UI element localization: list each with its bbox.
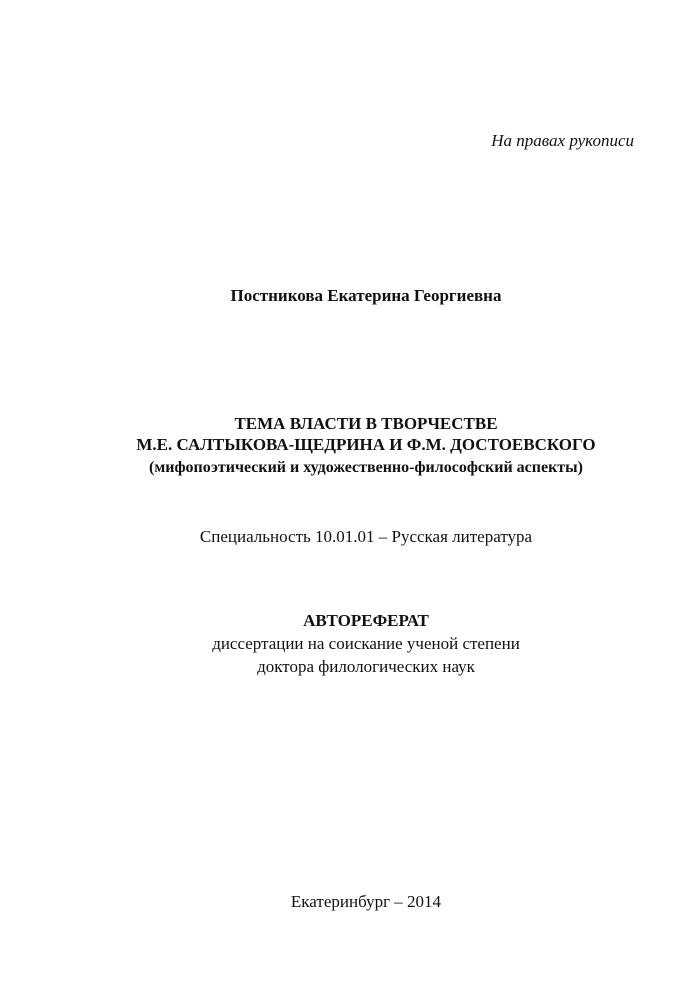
specialty-line: Специальность 10.01.01 – Русская литература	[199, 527, 533, 546]
degree-purpose-line-2: доктора филологических наук	[257, 657, 475, 676]
rights-note: На правах рукописи	[491, 131, 634, 150]
document-type-heading: АВТОРЕФЕРАТ	[303, 611, 429, 630]
title-line-2: М.Е. САЛТЫКОВА-ЩЕДРИНА И Ф.М. ДОСТОЕВСКОГО	[136, 435, 596, 454]
author-name: Постникова Екатерина Георгиевна	[230, 286, 502, 305]
title-line-1: ТЕМА ВЛАСТИ В ТВОРЧЕСТВЕ	[234, 414, 498, 433]
degree-purpose-line-1: диссертации на соискание ученой степени	[212, 634, 520, 653]
title-subtitle: (мифопоэтический и художественно-философский аспекты)	[149, 459, 583, 476]
place-and-year: Екатеринбург – 2014	[290, 892, 442, 911]
